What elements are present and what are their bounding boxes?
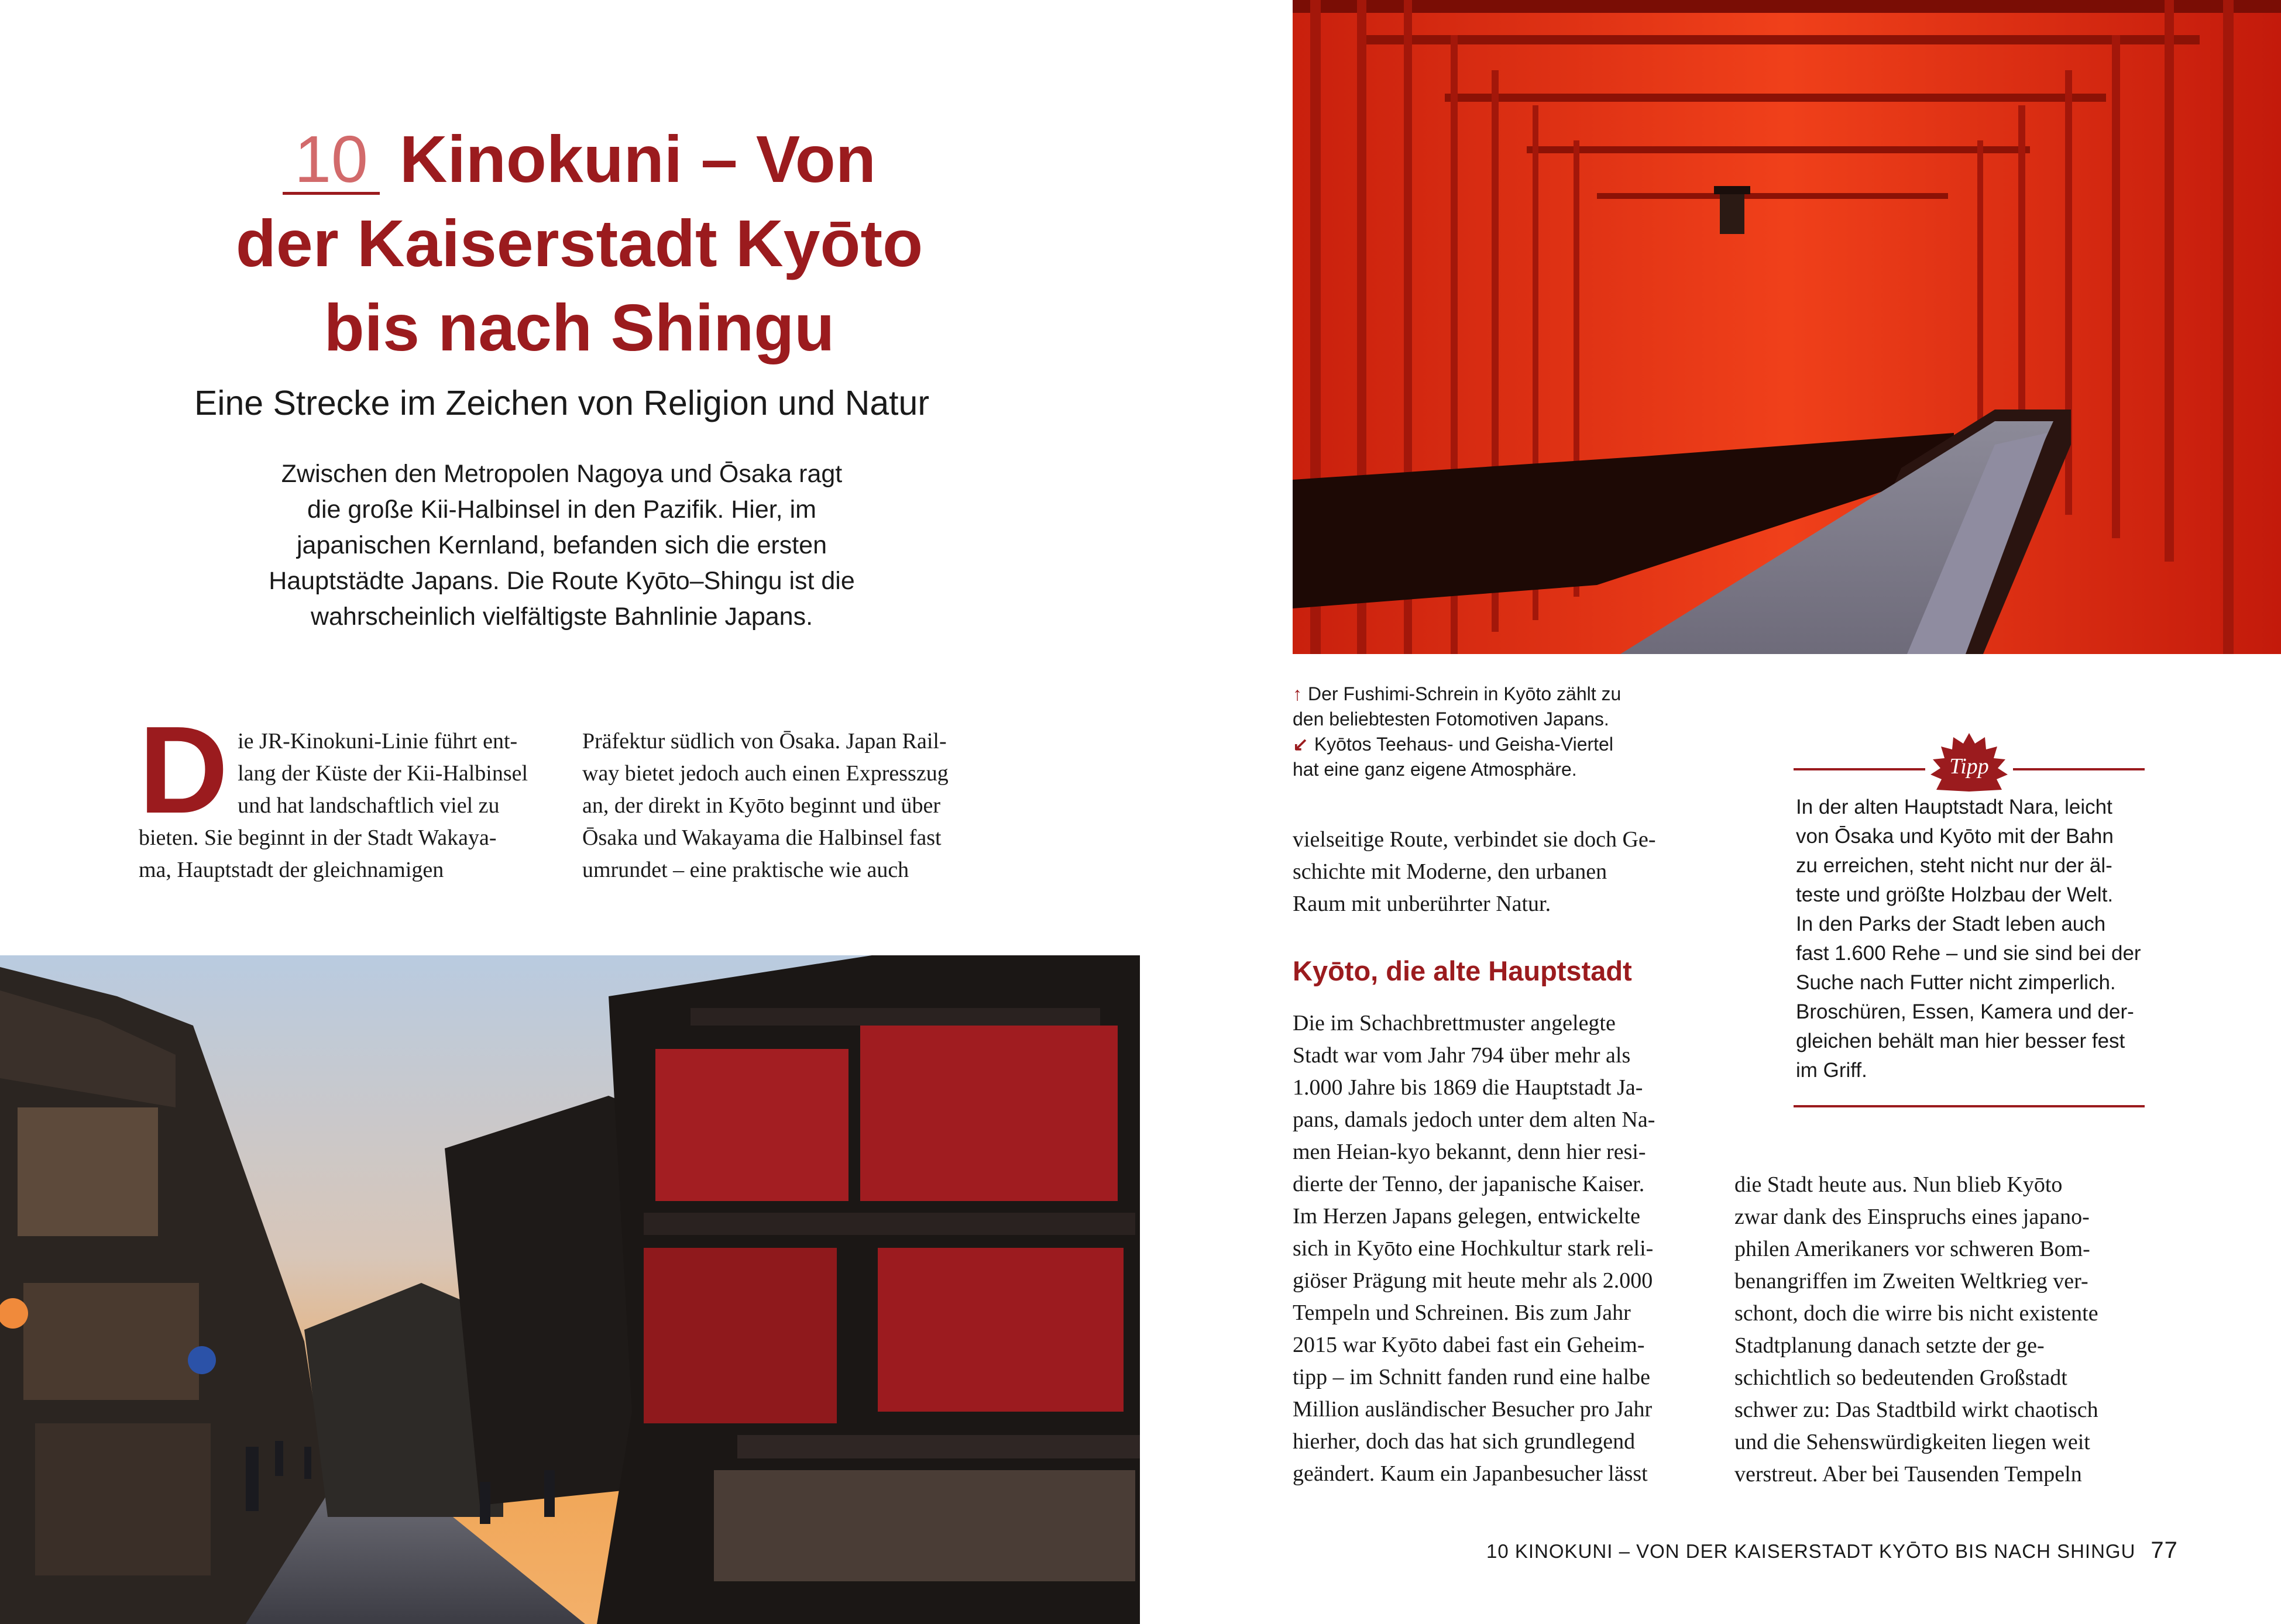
body-line: 1.000 Jahre bis 1869 die Hauptstadt Ja-	[1293, 1075, 1643, 1100]
tip-line: In der alten Hauptstadt Nara, leicht	[1796, 796, 2112, 818]
body-line: pans, damals jedoch unter dem alten Na-	[1293, 1107, 1655, 1132]
body-line: schichtlich so bedeutenden Großstadt	[1734, 1365, 2067, 1390]
page-footer	[1486, 1537, 2230, 1564]
body-line: ma, Hauptstadt der gleichnamigen	[139, 858, 444, 882]
body-line: giöser Prägung mit heute mehr als 2.000	[1293, 1268, 1653, 1293]
body-line: schwer zu: Das Stadtbild wirkt chaotisch	[1734, 1398, 2098, 1422]
body-line: way bietet jedoch auch einen Expresszug	[582, 761, 949, 786]
body-line: ie JR-Kinokuni-Linie führt ent-	[238, 729, 518, 753]
body-column-4	[1734, 1169, 2138, 1491]
body-line: geändert. Kaum ein Japanbesucher lässt	[1293, 1461, 1648, 1486]
body-line: Million ausländischer Besucher pro Jahr	[1293, 1397, 1653, 1422]
tip-line: gleichen behält man hier besser fest	[1796, 1030, 2125, 1052]
drop-cap: D	[139, 700, 229, 839]
body-line: hierher, doch das hat sich grundlegend	[1293, 1429, 1636, 1454]
tip-line: zu erreichen, steht nicht nur der äl-	[1796, 854, 2112, 877]
tip-line: Broschüren, Essen, Kamera und der-	[1796, 1000, 2134, 1023]
chapter-title	[140, 117, 1018, 370]
tip-box	[1794, 728, 2145, 1107]
body-line: schichte mit Moderne, den urbanen	[1293, 859, 1607, 884]
tip-line: im Griff.	[1796, 1059, 1867, 1082]
tip-divider	[1794, 1105, 2145, 1107]
tip-badge	[1794, 728, 2145, 793]
caption-line: den beliebtesten Fotomotiven Japans.	[1293, 708, 1609, 730]
intro-line: wahrscheinlich vielfältigste Bahnlinie Japans.	[310, 603, 813, 631]
intro-line: japanischen Kernland, befanden sich die ersten	[296, 531, 827, 559]
body-line: tipp – im Schnitt fanden rund eine halbe	[1293, 1365, 1651, 1389]
body-line: an, der direkt in Kyōto beginnt und über	[582, 793, 941, 818]
fushimi-torii-photo	[1293, 0, 2281, 654]
body-line: verstreut. Aber bei Tausenden Tempeln	[1734, 1462, 2082, 1487]
body-line: sich in Kyōto eine Hochkultur stark reli-	[1293, 1236, 1654, 1261]
intro-paragraph	[176, 456, 948, 635]
body-column-3-section	[1293, 1007, 1696, 1490]
body-line: Stadt war vom Jahr 794 über mehr als	[1293, 1043, 1631, 1068]
title-line-2: der Kaiserstadt Kyōto	[235, 207, 923, 280]
section-heading: Kyōto, die alte Hauptstadt	[1293, 955, 1632, 986]
body-line: schont, doch die wirre bis nicht existente	[1734, 1301, 2098, 1326]
tip-line: teste und größte Holzbau der Welt.	[1796, 883, 2114, 906]
body-line: Stadtplanung danach setzte der ge-	[1734, 1333, 2045, 1358]
gion-street-photo	[0, 955, 1140, 1624]
body-line: Tempeln und Schreinen. Bis zum Jahr	[1293, 1300, 1631, 1325]
body-line: dierte der Tenno, der japanische Kaiser.	[1293, 1172, 1645, 1196]
arrow-down-left-icon: ↙	[1293, 734, 1308, 755]
body-line: 2015 war Kyōto dabei fast ein Geheim-	[1293, 1333, 1645, 1357]
title-line-3: bis nach Shingu	[324, 291, 835, 364]
body-line: Raum mit unberührter Natur.	[1293, 892, 1551, 916]
body-line: Präfektur südlich von Ōsaka. Japan Rail-	[582, 729, 947, 753]
caption-line: hat eine ganz eigene Atmosphäre.	[1293, 759, 1577, 780]
body-line: vielseitige Route, verbindet sie doch Ge-	[1293, 827, 1656, 852]
body-line: lang der Küste der Kii-Halbinsel	[238, 761, 528, 786]
intro-line: Hauptstädte Japans. Die Route Kyōto–Shingu ist die	[269, 567, 855, 595]
body-line: und hat landschaftlich viel zu	[238, 793, 500, 818]
intro-line: Zwischen den Metropolen Nagoya und Ōsaka ragt	[281, 460, 843, 488]
body-line: umrundet – eine praktische wie auch	[582, 858, 909, 882]
photo-captions	[1293, 682, 1667, 782]
body-line: benangriffen im Zweiten Weltkrieg ver-	[1734, 1269, 2088, 1293]
chapter-number: 10	[283, 126, 380, 195]
body-column-2	[582, 725, 1004, 886]
body-column-1	[139, 700, 560, 886]
caption-line: Der Fushimi-Schrein in Kyōto zählt zu	[1308, 683, 1622, 704]
running-head: 10 KINOKUNI – VON DER KAISERSTADT KYŌTO BIS NACH SHINGU	[1486, 1540, 2136, 1562]
page-number: 77	[2151, 1537, 2178, 1563]
tip-line: In den Parks der Stadt leben auch	[1796, 913, 2106, 935]
body-line: men Heian-kyo bekannt, denn hier resi-	[1293, 1140, 1646, 1164]
caption-line: Kyōtos Teehaus- und Geisha-Viertel	[1314, 734, 1613, 755]
title-line-1: Kinokuni – Von	[399, 122, 876, 196]
body-line: philen Amerikaners vor schweren Bom-	[1734, 1237, 2090, 1261]
body-line: Im Herzen Japans gelegen, entwickelte	[1293, 1204, 1641, 1229]
chapter-subtitle: Eine Strecke im Zeichen von Religion und Natur	[194, 384, 930, 422]
body-line: zwar dank des Einspruchs eines japano-	[1734, 1205, 2090, 1229]
body-line: Ōsaka und Wakayama die Halbinsel fast	[582, 825, 942, 850]
tip-line: fast 1.600 Rehe – und sie sind bei der	[1796, 942, 2141, 965]
tip-line: Suche nach Futter nicht zimperlich.	[1796, 971, 2116, 994]
tip-text	[1794, 793, 2145, 1085]
body-line: bieten. Sie beginnt in der Stadt Wakaya-	[139, 825, 497, 850]
arrow-up-icon: ↑	[1293, 683, 1302, 704]
body-line: Die im Schachbrettmuster angelegte	[1293, 1011, 1616, 1035]
intro-line: die große Kii-Halbinsel in den Pazifik. Hier, im	[307, 496, 816, 524]
tip-line: von Ōsaka und Kyōto mit der Bahn	[1796, 825, 2114, 848]
body-column-3	[1293, 824, 1696, 920]
body-line: die Stadt heute aus. Nun blieb Kyōto	[1734, 1172, 2063, 1197]
body-line: und die Sehenswürdigkeiten liegen weit	[1734, 1430, 2090, 1454]
tip-badge-label: Tipp	[1949, 754, 1989, 779]
